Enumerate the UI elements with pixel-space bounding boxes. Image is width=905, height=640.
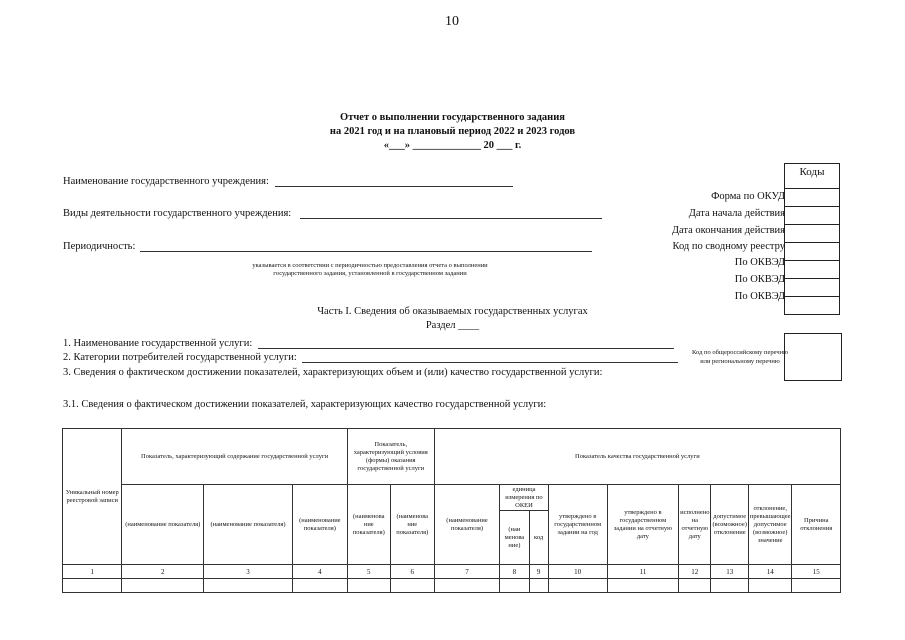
report-title-line2: на 2021 год и на плановый период 2022 и 2023 годов [329,126,576,137]
periodicity-note-2: государственного задания, установленной в государственном задании [273,270,467,277]
report-title-line1: Отчет о выполнении государственного задания [340,112,565,123]
condition-indicator-2: (наименова ние показателя) [390,485,434,565]
subsection-title: 3.1. Сведения о фактическом достижении показателей, характеризующих качество государственной услуги: [63,399,547,410]
group-content: Показатель, характеризующий содержание государственной услуги [122,429,347,485]
codes-box [784,163,840,315]
code-cell [784,243,840,261]
unit-name: (наи менова ние) [500,511,529,565]
code-cell [784,189,840,207]
unit-okei: единица измерения по ОКЕИ [500,485,548,511]
approved-date: утверждено в государственном задании на отчетную дату [607,485,678,565]
table-cell [122,579,204,593]
page-number: 10 [445,14,459,29]
codes-header: Коды [784,163,840,189]
col-number: 2 [122,565,204,579]
table-cell [292,579,347,593]
col-number: 8 [500,565,529,579]
content-indicator-1: (наименование показателя) [122,485,204,565]
code-cell [784,207,840,225]
col-unique-number: Уникальный номер реестровой записи [63,429,122,565]
table-cell [204,579,293,593]
section-label: Раздел ____ [425,320,480,331]
col-number: 15 [792,565,841,579]
activities-line [300,218,602,219]
approved-year: утверждено в государственном задании на год [548,485,607,565]
table-cell [548,579,607,593]
fact-value: исполнено на отчетную дату [679,485,711,565]
group-conditions: Показатель, характеризующий условия (формы) оказания государственной услуги [347,429,434,485]
consumers-label: 2. Категории потребителей государственной услуги: [63,352,297,363]
list-code-box [784,333,842,381]
table-cell [792,579,841,593]
col-number: 11 [607,565,678,579]
service-name-line [258,348,674,349]
quality-table [62,428,841,593]
code-label-start-date: Дата начала действия [688,208,785,219]
excess-deviation: отклонение, превышающее допустимое (возможное) значение [748,485,792,565]
list-code-note: Код по общероссийскому перечню или региональному перечню [692,349,788,365]
col-number: 9 [529,565,548,579]
table-cell [63,579,122,593]
consumers-line [302,362,678,363]
content-indicator-3: (наименование показателя) [292,485,347,565]
table-cell [748,579,792,593]
code-cell [784,279,840,297]
col-number: 3 [204,565,293,579]
unit-code: код [529,511,548,565]
table-cell [390,579,434,593]
indicators-label: 3. Сведения о фактическом достижении показателей, характеризующих объем и (или) качество государственной услуги: [63,367,603,378]
service-name-label: 1. Наименование государственной услуги: [63,338,253,349]
activities-label: Виды деятельности государственного учреждения: [63,208,292,219]
col-number: 7 [434,565,500,579]
col-number: 5 [347,565,390,579]
code-label-registry: Код по сводному реестру [672,241,785,252]
code-label-okved-2: По ОКВЭД [734,274,785,285]
table-cell [434,579,500,593]
content-indicator-2: (наименование показателя) [204,485,293,565]
part-title: Часть I. Сведения об оказываемых государственных услугах [317,306,588,317]
condition-indicator-1: (наименова ние показателя) [347,485,390,565]
institution-label: Наименование государственного учреждения: [63,176,269,187]
code-label-end-date: Дата окончания действия [671,225,785,236]
col-number: 13 [711,565,748,579]
code-label-okved-3: По ОКВЭД [734,291,785,302]
col-number: 14 [748,565,792,579]
table-cell [529,579,548,593]
col-number: 4 [292,565,347,579]
quality-indicator-name: (наименование показателя) [434,485,500,565]
group-quality: Показатель качества государственной услуги [434,429,840,485]
table-cell [711,579,748,593]
periodicity-line [140,251,592,252]
periodicity-note-1: указывается в соответствии с периодичностью предоставления отчета о выполнении [252,262,488,269]
table-cell [347,579,390,593]
table-cell [679,579,711,593]
col-number: 12 [679,565,711,579]
allowed-deviation: допустимое (возможное) отклонение [711,485,748,565]
col-number: 1 [63,565,122,579]
code-cell [784,225,840,243]
periodicity-label: Периодичность: [63,241,136,252]
col-number: 10 [548,565,607,579]
code-cell [784,261,840,279]
code-label-okved-1: По ОКВЭД [734,257,785,268]
table-cell [500,579,529,593]
report-title-line3: «___» _____________ 20 ___ г. [383,140,522,151]
deviation-reason: Причина отклонения [792,485,841,565]
col-number: 6 [390,565,434,579]
institution-line [275,186,513,187]
table-cell [607,579,678,593]
code-label-okud: Форма по ОКУД [711,191,785,202]
